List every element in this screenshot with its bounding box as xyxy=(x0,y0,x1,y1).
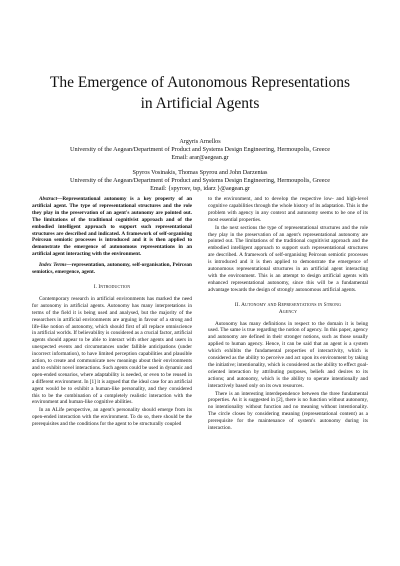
author-affiliation: University of the Aegean/Department of Product and Systems Design Engineering, Hermoupolis, Greece xyxy=(70,177,330,184)
abstract-lead: Abstract xyxy=(39,196,58,202)
abstract-text: —Representational autonomy is a key property of an artificial agent. The type of representational structures and the role they play in the preservation of an agent's autonomy are pointed out. The limitations of the traditional cognitivist approach and of the embodied intelligent approach to support such representational structures are described and indicated. A framework of self-organising Peircean semiotic processes is introduced and it is then applied to demonstrate the emergence of autonomous representations in an artificial agent interacting with the environment. xyxy=(32,196,192,258)
author-names: Spyros Vosinakis, Thomas Spyrou and John Darzentas xyxy=(132,169,268,176)
author-names: Argyris Arnellos xyxy=(179,138,221,145)
author-email: Email: arar@aegean.gr xyxy=(171,154,229,161)
index-terms-text: —representation, autonomy, self-organisation, Peircean semiotics, emergence, agent. xyxy=(32,262,192,276)
author-email: Email: {spyrosv, tsp, idarz }@aegean.gr xyxy=(150,185,250,192)
author-group-1 xyxy=(32,138,368,162)
body-columns xyxy=(32,196,368,433)
title-line-2: in Artificial Agents xyxy=(140,95,260,112)
section-heading-line-2: Agency xyxy=(278,308,298,315)
body-paragraph: In an ALife perspective, an agent's personality should emerge from its open-ended interaction with the environment. To do so, there should be the prerequisites and the conditions for the agent to be structurally coupled xyxy=(32,407,192,428)
title-line-1: The Emergence of Autonomous Representations xyxy=(49,74,351,91)
paper-title xyxy=(32,72,368,114)
author-group-2 xyxy=(32,169,368,193)
body-paragraph: There is an interesting interdependence between the three fundamental properties. As it is suggested in [2], there is no function without autonomy, no intentionality without function and no meaning without intentionality. The circle closes by considering meaning (representational content) as a prerequisite for the maintenance of system's autonomy during its interaction. xyxy=(208,390,368,432)
body-paragraph: Autonomy has many definitions in respect to the domain it is being used. The same is true regarding the notion of agency. In this paper, agency and autonomy are defined in their stronger notions, such as those usually applied to human agency. Hence, it can be said that an agent is a system which exhibits the fundamental properties of interactivity, which is considered as the ability to perceive and act upon its environment by taking the initiative; intentionality, which is considered as the ability to effect goal-oriented interaction by attributing purposes, beliefs and desires to its actions; and autonomy, which is the ability to operate intentionally and interactively based only on its own resources. xyxy=(208,320,368,389)
body-paragraph: In the next sections the type of representational structures and the role they play in the preservation of an agent's representational autonomy are pointed out. The limitations of the traditional cognitivist approach and the embodied intelligent approach to support such representational structures are described. A framework of self-organising Peircean semiotic processes is introduced and it is then applied to demonstrate the emergence of autonomous representational structures in an artificial agent interacting with the environment. This is an attempt to design artificial agents with enhanced representational autonomy, since this will be a fundamental advantage towards the design of strongly autonomous artificial agents. xyxy=(208,224,368,293)
body-paragraph: to the environment, and to develop the respective low- and high-level cognitive capabilities through the whole history of its adaptation. This is the problem with agency in any context and autonomy seems to be one of its most essential properties. xyxy=(208,196,368,223)
section-heading-autonomy xyxy=(208,302,368,316)
body-paragraph: Contemporary research in artificial environments has marked the need for autonomy in artificial agents. Autonomy has many interpretations in terms of the field it is being used and analysed, but the majority of the researchers in artificial environments are arguing in favour of a strong and life-like notion of autonomy, which should first of all replace omniscience in artificial worlds. If believability is considered as a crucial factor, artificial agents should appear to be able to interact with other agents and users in unexpected events and circumstances under fallible anticipations (under incorrect information), to have limited perception capabilities and plausible action, to create and communicate new meanings about their environments and to exhibit novel interactions. Such agents could be used in dynamic and open-ended scenarios, where adaptability is needed, or even to be reused in a different environment. In [1] it is argued that the ideal case for an artificial agent would be to exhibit a human-like personality, and they considered this to be the combination of a completely realistic interaction with the environment and human-like cognitive abilities. xyxy=(32,295,193,406)
section-heading-line-1: II. Autonomy and Representations in Strong xyxy=(234,301,342,308)
abstract xyxy=(32,196,192,258)
index-terms-lead: Index Terms xyxy=(39,262,67,269)
index-terms xyxy=(32,262,192,276)
author-block xyxy=(32,138,368,193)
section-heading-introduction: I. Introduction xyxy=(93,283,131,290)
author-affiliation: University of the Aegean/Department of Product and Systems Design Engineering, Hermoupolis, Greece xyxy=(70,146,330,153)
right-column xyxy=(208,196,368,433)
left-column xyxy=(32,196,192,433)
